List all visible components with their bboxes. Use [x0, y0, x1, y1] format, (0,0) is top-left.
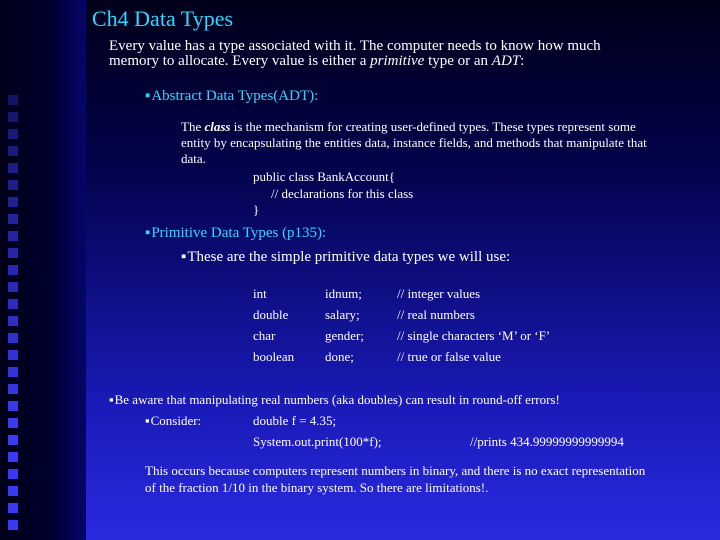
decorative-square [8, 316, 18, 326]
decorative-square [8, 350, 18, 360]
decorative-square [8, 469, 18, 479]
consider-code-line-1: double f = 4.35; [253, 413, 337, 428]
decorative-square [8, 418, 18, 428]
comment-cell: // true or false value [397, 349, 501, 364]
type-cell: char [253, 328, 276, 343]
type-cell: int [253, 286, 267, 301]
intro-text-c: : [520, 53, 525, 69]
comment-cell: // single characters ‘M’ or ‘F’ [397, 328, 551, 343]
consider-label: ▪ Consider: [145, 412, 201, 429]
decorative-square [8, 486, 18, 496]
code-line-comment: // declarations for this class [271, 186, 414, 201]
intro-text-a: memory to allocate. Every value is either a [109, 53, 371, 69]
decorative-square [8, 452, 18, 462]
consider-code-comment: //prints 434.99999999999994 [470, 434, 624, 449]
name-cell: idnum; [325, 286, 362, 301]
primitive-subheading: ▪ These are the simple primitive data types we will use: [181, 249, 510, 266]
type-cell: double [253, 307, 289, 322]
decorative-side-bar [0, 0, 86, 540]
slide-title: Ch4 Data Types [92, 6, 234, 31]
intro-primitive-word: primitive [370, 53, 425, 69]
primitive-heading: ▪ Primitive Data Types (p135): [145, 225, 326, 242]
name-cell: salary; [325, 307, 360, 322]
adt-desc-line-2: entity by encapsulating the entities data, instance fields, and methods that manipulate that [181, 135, 647, 150]
decorative-square [8, 163, 18, 173]
decorative-square [8, 384, 18, 394]
decorative-square [8, 435, 18, 445]
intro-adt-word: ADT [491, 53, 521, 69]
decorative-square [8, 367, 18, 377]
adt-heading: ▪ Abstract Data Types(ADT): [145, 88, 318, 105]
decorative-square [8, 282, 18, 292]
decorative-square [8, 112, 18, 122]
decorative-square [8, 95, 18, 105]
consider-code-line-2: System.out.print(100*f); [253, 434, 382, 449]
type-cell: boolean [253, 349, 295, 364]
code-line-close: } [253, 202, 260, 217]
intro-line-2 [109, 53, 524, 70]
decorative-square [8, 146, 18, 156]
decorative-square [8, 520, 18, 530]
adt-desc-line-1 [181, 118, 636, 135]
name-cell: done; [325, 349, 354, 364]
explain-line-2: of the fraction 1/10 in the binary system. So there are limitations!. [145, 480, 489, 495]
explain-line-1: This occurs because computers represent numbers in binary, and there is no exact representation [145, 463, 646, 478]
decorative-square [8, 401, 18, 411]
decorative-square [8, 214, 18, 224]
code-line-class: public class BankAccount{ [253, 169, 395, 184]
decorative-square [8, 231, 18, 241]
adt-desc-a: The [181, 119, 205, 134]
decorative-square [8, 503, 18, 513]
comment-cell: // integer values [397, 286, 481, 301]
decorative-square [8, 299, 18, 309]
decorative-square [8, 333, 18, 343]
warning-text: ▪ Be aware that manipulating real numbers (aka doubles) can result in round-off errors! [109, 391, 560, 408]
comment-cell: // real numbers [397, 307, 475, 322]
decorative-square [8, 248, 18, 258]
adt-desc-line-3: data. [181, 151, 206, 166]
adt-desc-b: is the mechanism for creating user-defined types. These types represent some [230, 119, 636, 134]
name-cell: gender; [325, 328, 364, 343]
decorative-square [8, 265, 18, 275]
decorative-square [8, 197, 18, 207]
decorative-square [8, 180, 18, 190]
intro-text-b: type or an [424, 53, 492, 69]
intro-line-1: Every value has a type associated with it. The computer needs to know how much [109, 38, 601, 54]
adt-class-word: class [204, 119, 231, 134]
decorative-square [8, 129, 18, 139]
